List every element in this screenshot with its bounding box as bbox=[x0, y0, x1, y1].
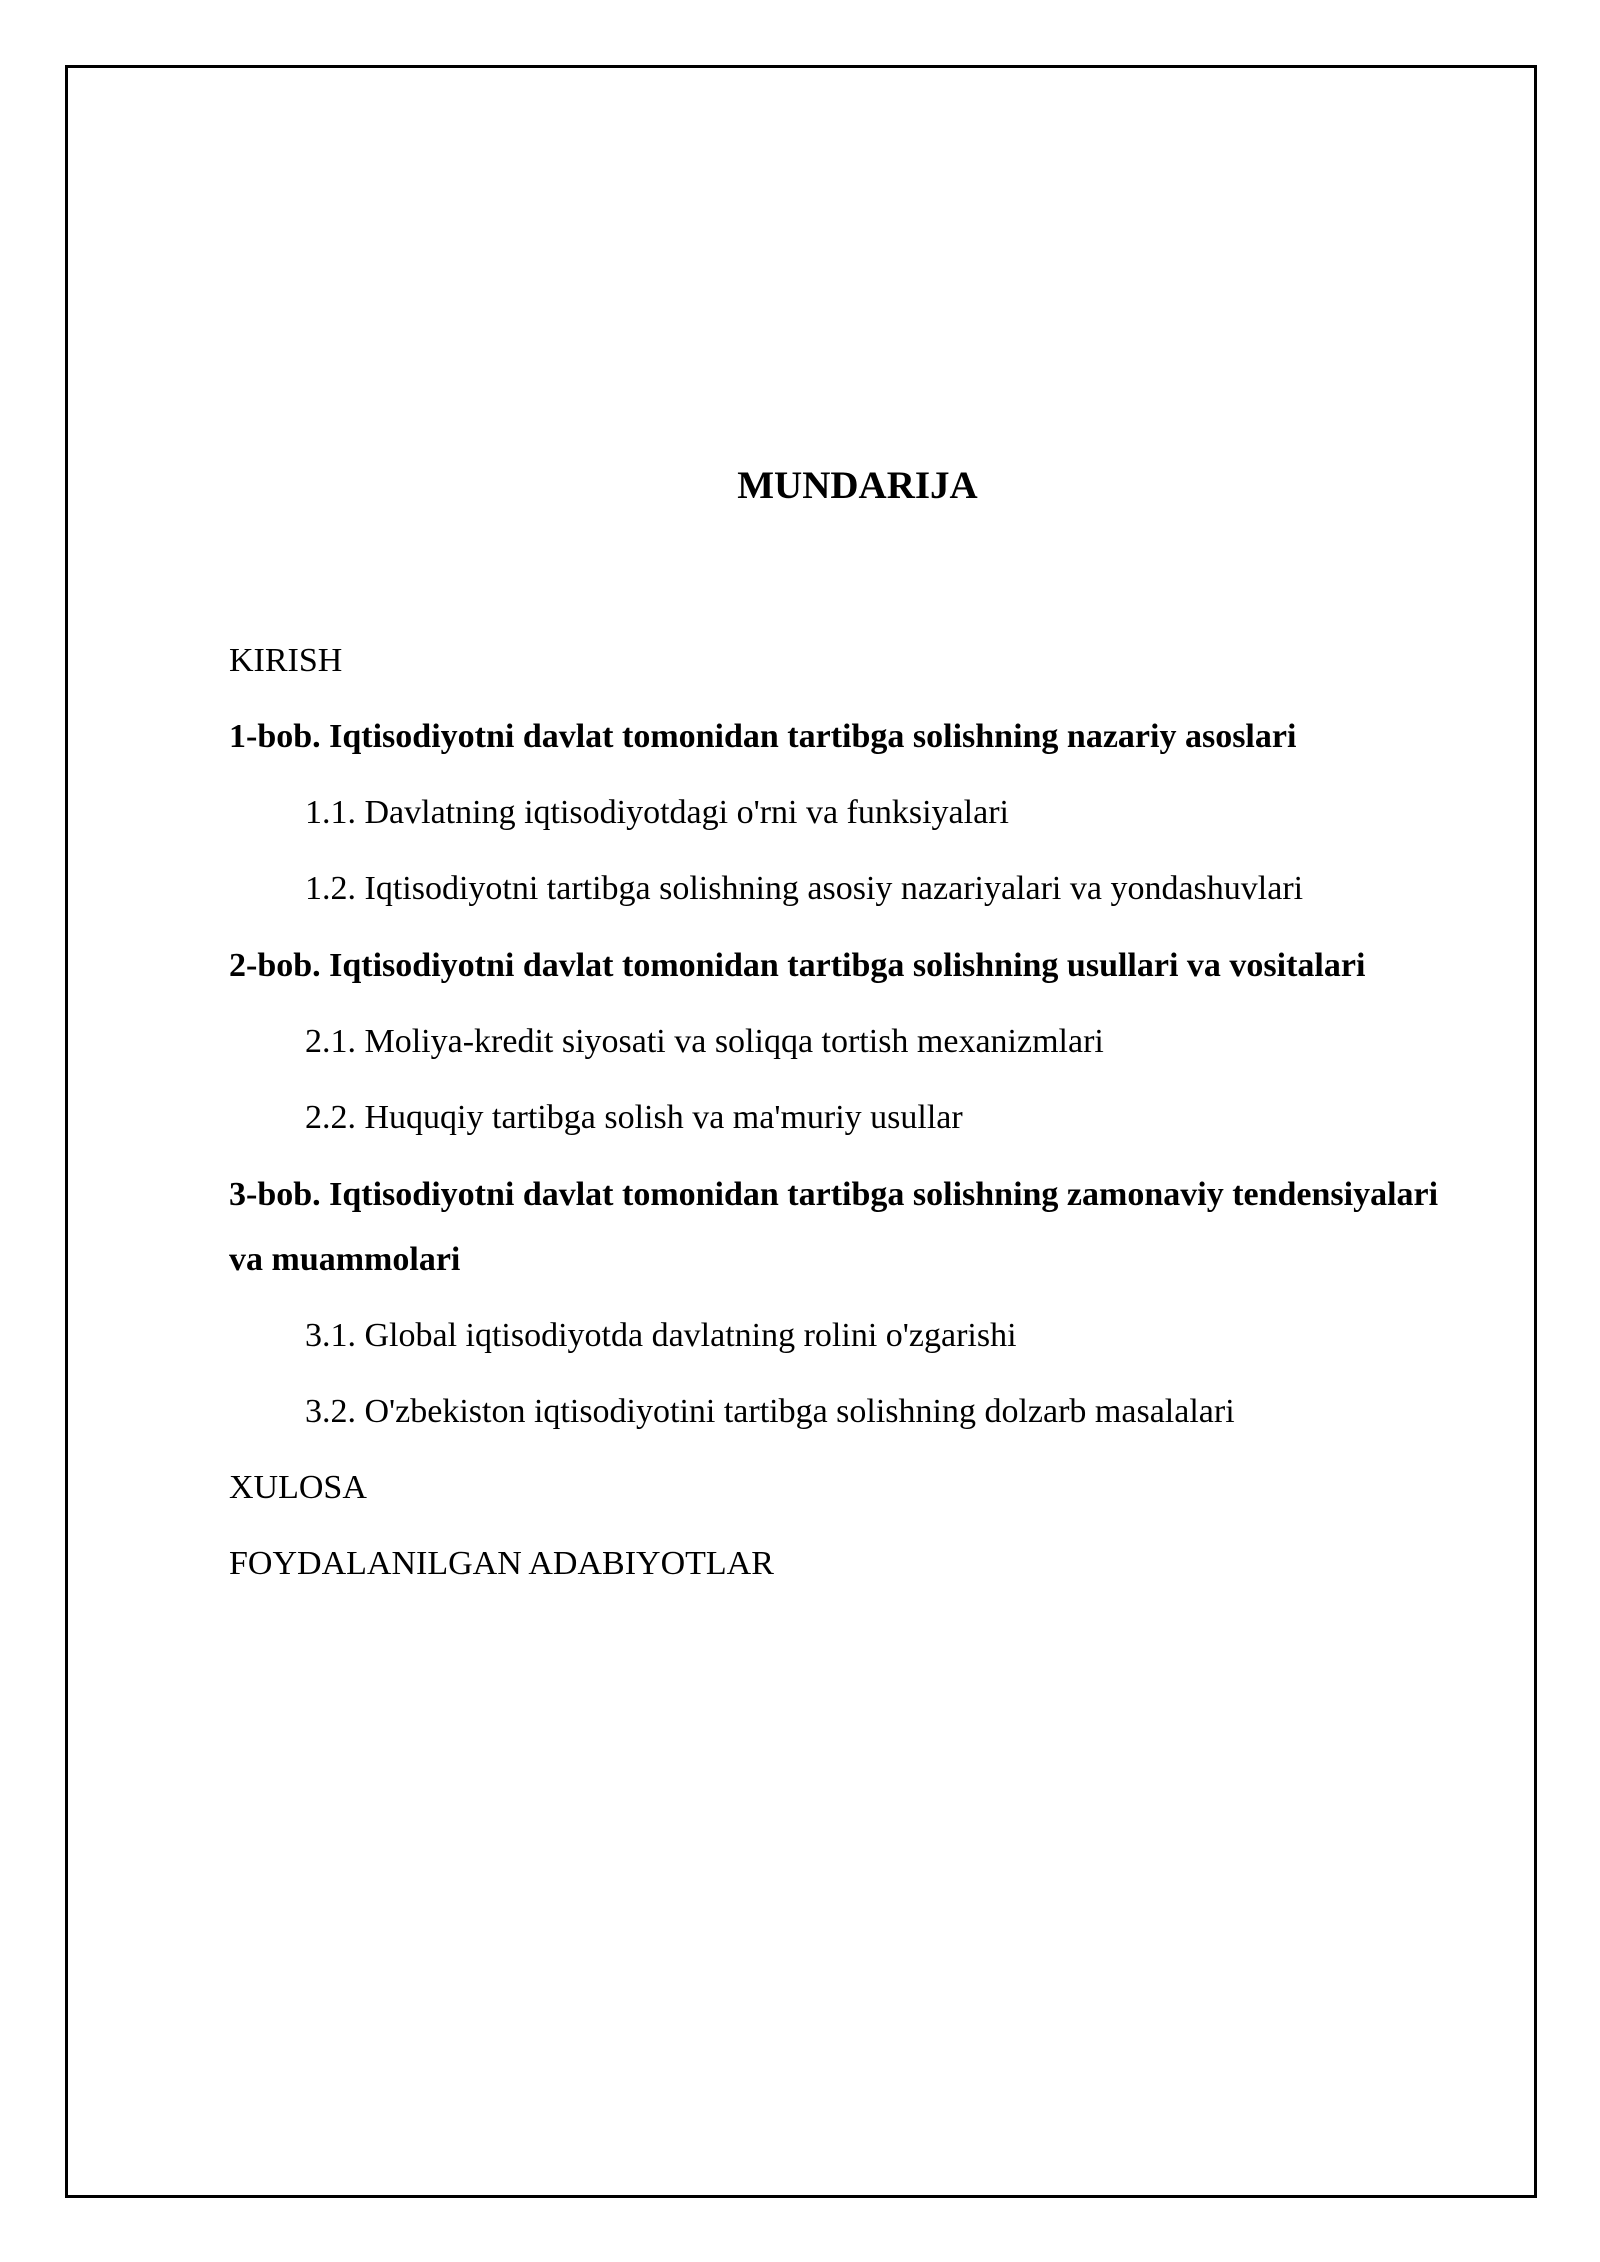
toc-section-2-1: 2.1. Moliya-kredit siyosati va soliqqa tortish mexanizmlari bbox=[305, 1023, 1104, 1060]
toc-entry-references: FOYDALANILGAN ADABIYOTLAR bbox=[229, 1545, 774, 1582]
toc-chapter-1: 1-bob. Iqtisodiyotni davlat tomonidan tartibga solishning nazariy asoslari bbox=[229, 718, 1297, 755]
toc-section-2-2: 2.2. Huquqiy tartibga solish va ma'muriy usullar bbox=[305, 1099, 963, 1136]
toc-entry-conclusion: XULOSA bbox=[229, 1469, 367, 1506]
toc-chapter-2: 2-bob. Iqtisodiyotni davlat tomonidan tartibga solishning usullari va vositalari bbox=[229, 947, 1366, 984]
toc-section-3-2: 3.2. O'zbekiston iqtisodiyotini tartibga solishning dolzarb masalalari bbox=[305, 1393, 1235, 1430]
toc-section-1-1: 1.1. Davlatning iqtisodiyotdagi o'rni va funksiyalari bbox=[305, 794, 1009, 831]
toc-chapter-3: 3-bob. Iqtisodiyotni davlat tomonidan tartibga solishning zamonaviy tendensiyalari va muammolari bbox=[229, 1176, 1439, 1278]
table-of-contents bbox=[229, 642, 1449, 1621]
toc-entry-introduction: KIRISH bbox=[229, 642, 343, 679]
toc-section-3-1: 3.1. Global iqtisodiyotda davlatning rolini o'zgarishi bbox=[305, 1317, 1017, 1354]
toc-section-1-2: 1.2. Iqtisodiyotni tartibga solishning asosiy nazariyalari va yondashuvlari bbox=[305, 870, 1304, 907]
page-title: MUNDARIJA bbox=[737, 464, 978, 507]
